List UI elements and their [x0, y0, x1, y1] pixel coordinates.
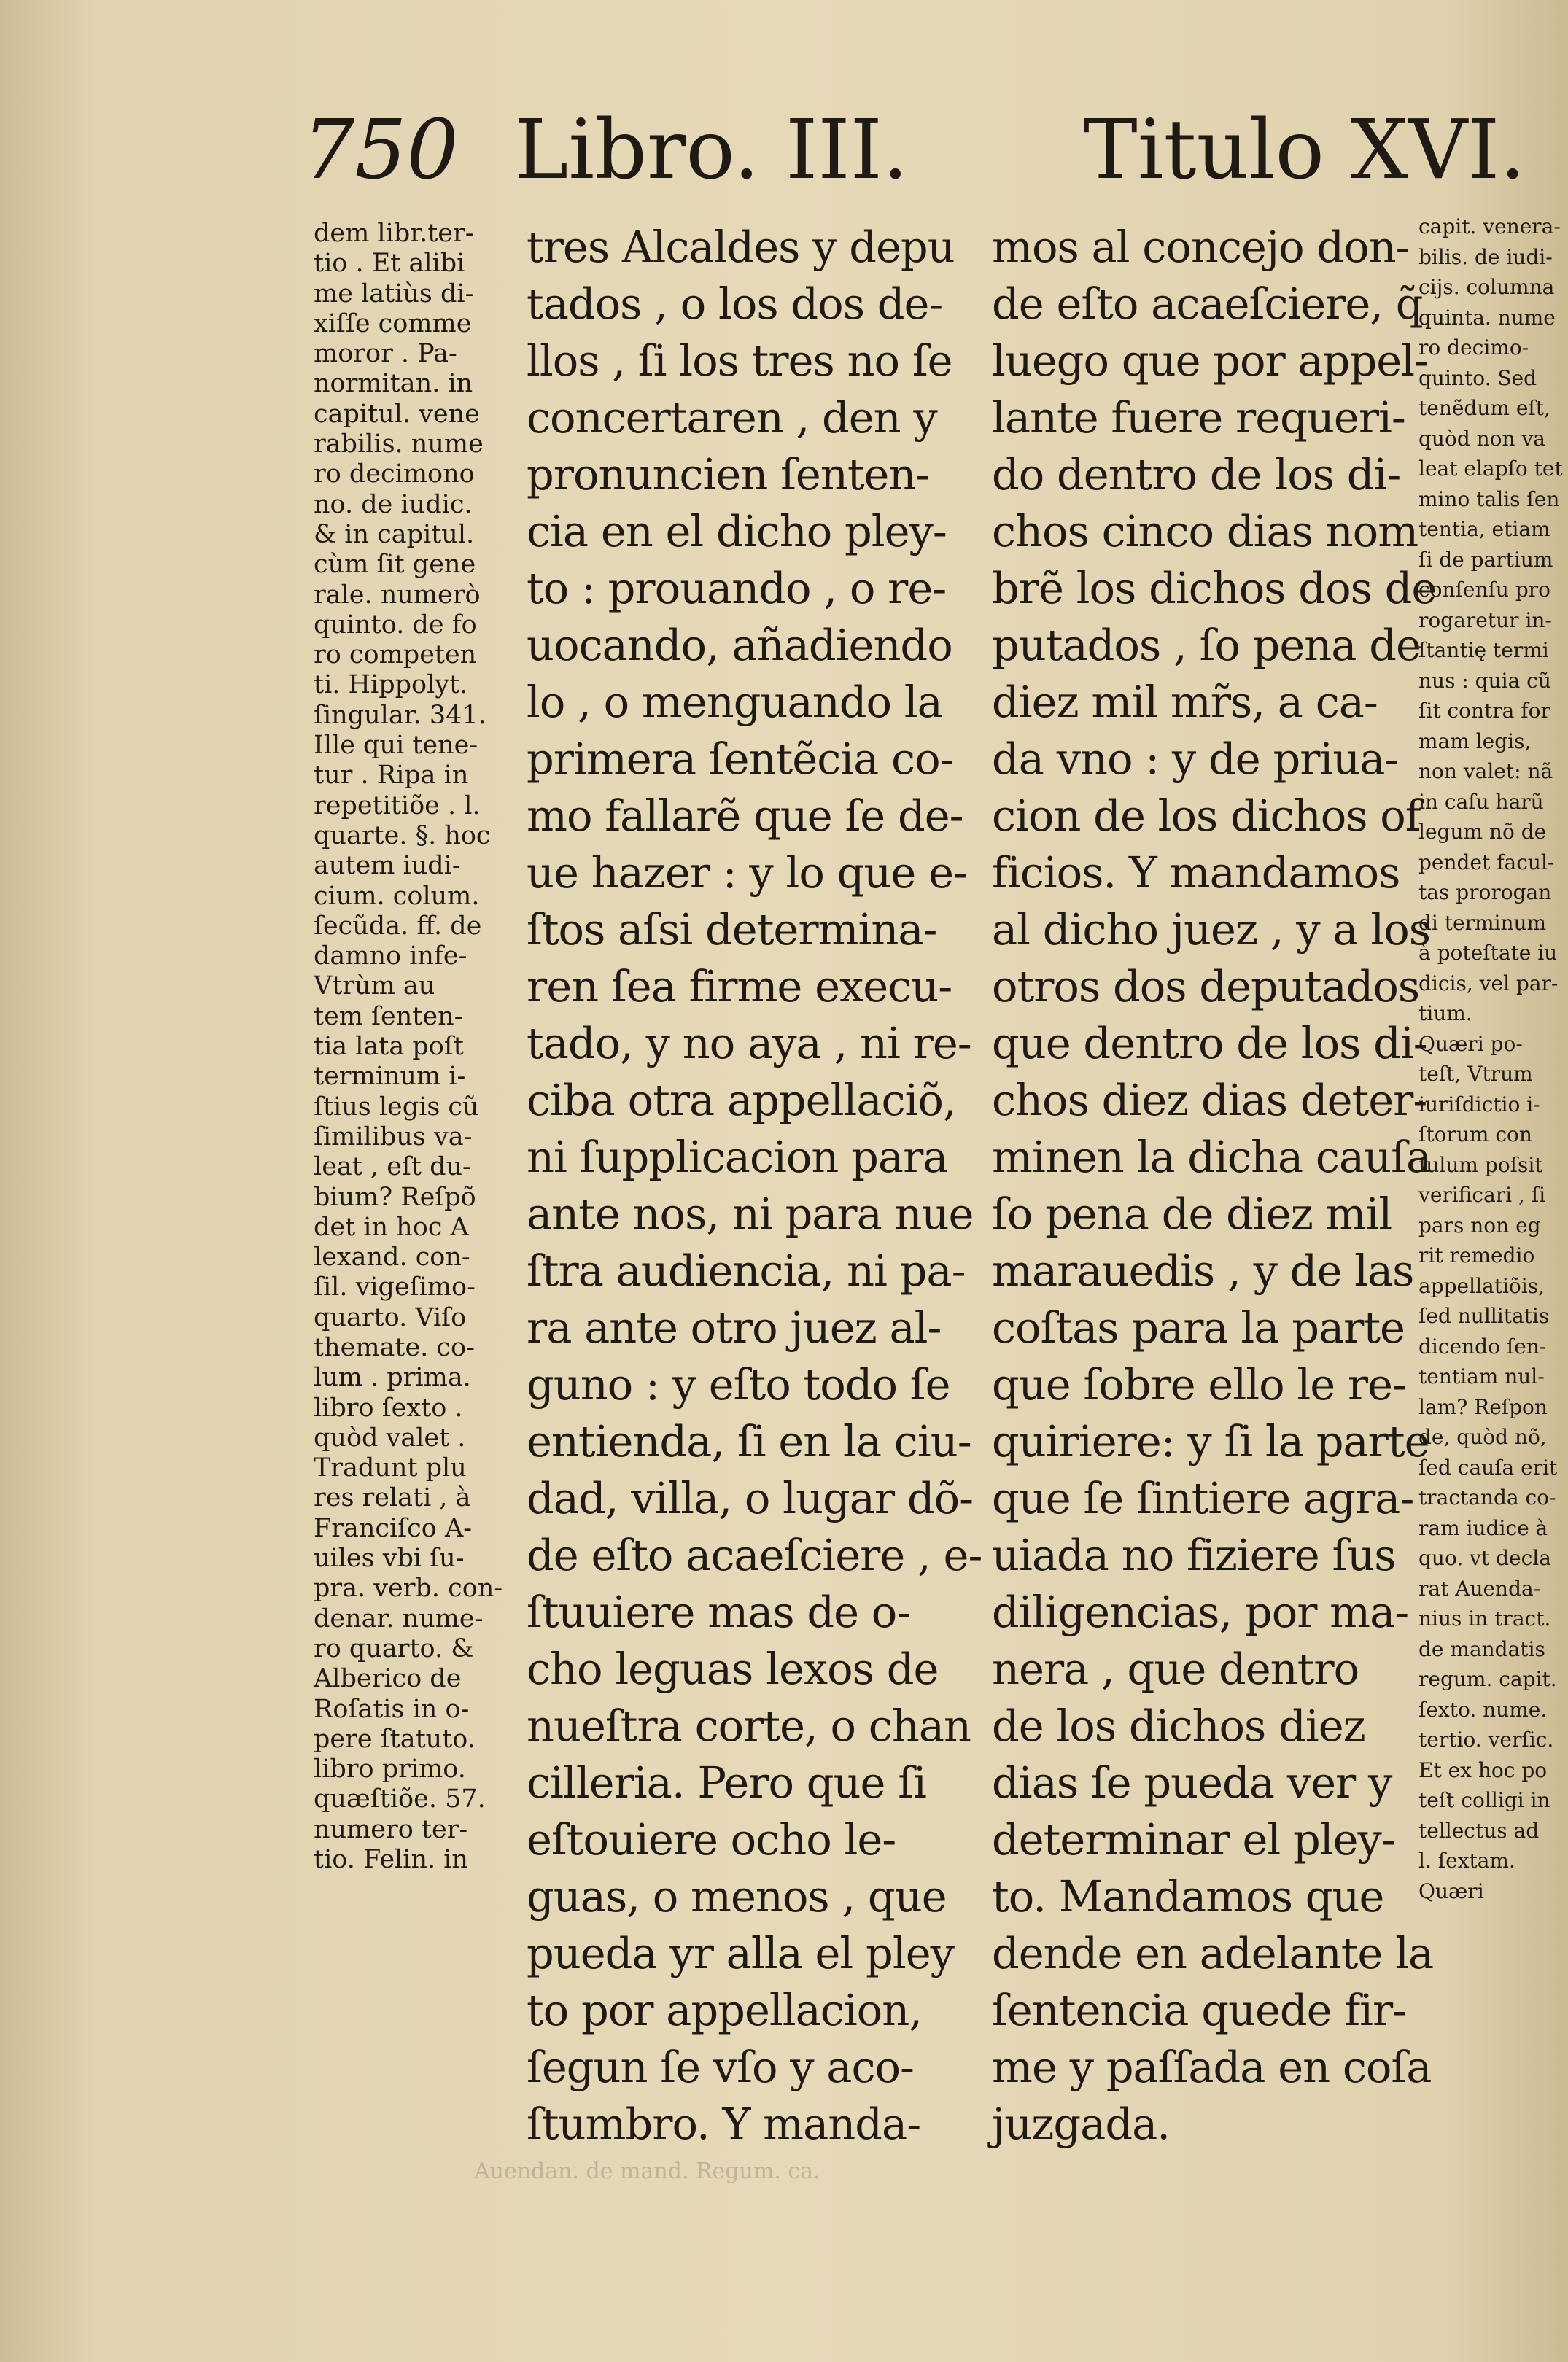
- text-line: marauedis , y de las: [992, 1246, 1414, 1296]
- gloss-line: quinta. nume: [1418, 305, 1556, 330]
- text-line: coſtas para la parte: [992, 1302, 1405, 1353]
- main-text-column-2: [992, 219, 1437, 2153]
- text-line: cho leguas lexos de: [527, 1644, 939, 1694]
- gloss-line: dicis, vel par-: [1418, 971, 1559, 995]
- gloss-line: mino talis ſen: [1418, 486, 1560, 511]
- gloss-line: pars non eg: [1418, 1213, 1541, 1238]
- gloss-line: libro primo.: [314, 1755, 466, 1784]
- gloss-line: themate. co-: [314, 1332, 475, 1362]
- text-line: tados , o los dos de-: [527, 279, 943, 329]
- text-line: ficios. Y mandamos: [992, 847, 1400, 898]
- gloss-line: Alberico de: [314, 1664, 462, 1694]
- text-line: al dicho juez , y a los: [992, 904, 1430, 955]
- gloss-line: tas prorogan: [1418, 880, 1552, 904]
- text-line: cilleria. Pero que ſi: [527, 1757, 926, 1808]
- gloss-line: tio . Et alibi: [314, 249, 465, 279]
- gloss-line: tem ſenten-: [314, 1001, 463, 1031]
- text-line: entienda, ſi en la ciu-: [527, 1416, 971, 1466]
- text-line: ſtos aſsi determina-: [527, 904, 937, 955]
- gloss-line: no. de iudic.: [314, 489, 473, 519]
- text-line: tres Alcaldes y depu: [527, 222, 955, 272]
- text-line: lo , o menguando la: [527, 677, 942, 727]
- gloss-line: bilis. de iudi-: [1418, 244, 1553, 269]
- text-line: do dentro de los di-: [992, 449, 1401, 500]
- text-line: ren ſea firme execu-: [527, 961, 952, 1011]
- gloss-line: non valet: nã: [1418, 759, 1553, 783]
- text-line: otros dos deputados: [992, 961, 1420, 1011]
- gloss-line: Tradunt plu: [314, 1453, 467, 1483]
- right-margin-gloss: [1418, 211, 1563, 1906]
- gloss-line: cijs. columna: [1418, 275, 1555, 299]
- gloss-line: ro decimono: [314, 459, 475, 489]
- text-line: ſtumbro. Y manda-: [527, 2099, 921, 2149]
- text-line: me y paſſada en coſa: [992, 2042, 1432, 2092]
- gloss-line: cium. colum.: [314, 881, 480, 911]
- gloss-line: teſt, Vtrum: [1418, 1062, 1533, 1086]
- text-line: nueſtra corte, o chan: [527, 1701, 971, 1751]
- gloss-line: tractanda co-: [1418, 1485, 1556, 1510]
- gloss-line: ro quarto. &: [314, 1633, 474, 1663]
- gloss-line: ſingular. 341.: [314, 700, 486, 730]
- gloss-line: tellectus ad: [1418, 1818, 1540, 1843]
- text-line: eſtouiere ocho le-: [527, 1814, 896, 1865]
- gloss-line: tur . Ripa in: [314, 761, 469, 790]
- gloss-line: de mandatis: [1418, 1636, 1545, 1661]
- text-line: juzgada.: [992, 2099, 1171, 2149]
- gloss-line: tentiam nul-: [1418, 1364, 1545, 1388]
- gloss-line: ſulum poſsit: [1418, 1152, 1543, 1177]
- gloss-line: tium.: [1418, 1001, 1472, 1025]
- gloss-line: lum . prima.: [314, 1363, 471, 1393]
- gloss-line: ti. Hippolyt.: [314, 670, 468, 700]
- gloss-line: de, quòd nõ,: [1418, 1425, 1547, 1449]
- gloss-line: rale. numerò: [314, 580, 481, 610]
- gloss-line: rit remedio: [1418, 1243, 1535, 1267]
- text-line: guas, o menos , que: [527, 1871, 947, 1922]
- book-heading: Libro. III.: [514, 103, 909, 198]
- gloss-line: det in hoc A: [314, 1212, 469, 1242]
- text-line: dias ſe pueda ver y: [992, 1757, 1392, 1808]
- text-line: ue hazer : y lo que e-: [527, 847, 967, 898]
- gloss-line: denar. nume-: [314, 1604, 484, 1633]
- text-line: guno : y eſto todo ſe: [527, 1359, 950, 1410]
- gloss-line: ſtorum con: [1418, 1122, 1532, 1146]
- gloss-line: Vtrùm au: [314, 971, 435, 1001]
- left-margin-gloss: [314, 219, 532, 1875]
- gloss-line: nius in tract.: [1418, 1607, 1551, 1631]
- gloss-line: rat Auenda-: [1418, 1576, 1541, 1601]
- gloss-line: bium? Reſpõ: [314, 1182, 476, 1212]
- gloss-line: rogaretur in-: [1418, 607, 1552, 632]
- gloss-line: capit. venera-: [1418, 214, 1561, 238]
- text-line: que ſobre ello le re-: [992, 1359, 1406, 1410]
- text-line: dende en adelante la: [992, 1928, 1434, 1978]
- gloss-line: repetitiõe . l.: [314, 790, 481, 820]
- text-line: ni ſupplicacion para: [527, 1132, 948, 1182]
- gloss-line: di terminum: [1418, 910, 1547, 935]
- gloss-line: teſt colligi in: [1418, 1788, 1550, 1812]
- gloss-line: Quæri po-: [1418, 1031, 1523, 1056]
- gloss-line: xiſſe comme: [314, 308, 472, 338]
- gloss-line: Quæri: [1418, 1879, 1484, 1903]
- main-text-column-1: [527, 219, 982, 2153]
- gloss-line: damno infe-: [314, 941, 467, 971]
- gloss-line: quarte. §. hoc: [314, 820, 491, 850]
- text-line: que dentro de los di-: [992, 1018, 1427, 1068]
- gloss-line: regum. capit.: [1418, 1667, 1557, 1691]
- gloss-line: ram iudice à: [1418, 1515, 1548, 1540]
- text-line: da vno : y de priua-: [992, 734, 1399, 784]
- gloss-line: autem iudi-: [314, 851, 461, 881]
- gloss-line: Roſatis in o-: [314, 1694, 470, 1724]
- gloss-line: ſtantię termi: [1418, 638, 1549, 662]
- text-line: ſentencia quede fir-: [992, 1985, 1407, 2035]
- gloss-line: quo. vt decla: [1418, 1546, 1551, 1570]
- text-line: pueda yr alla el pley: [527, 1928, 954, 1978]
- text-line: ante nos, ni para nue: [527, 1189, 974, 1239]
- gloss-line: ſed nullitatis: [1418, 1304, 1550, 1328]
- title-heading: Titulo XVI.: [1083, 103, 1526, 198]
- text-line: brẽ los dichos dos de: [992, 563, 1437, 613]
- gloss-line: lexand. con-: [314, 1243, 470, 1273]
- gloss-line: pendet facul-: [1418, 850, 1555, 874]
- gloss-line: ſed cauſa erit: [1418, 1455, 1558, 1480]
- gloss-line: terminum i-: [314, 1062, 466, 1092]
- gloss-line: verificari , ſi: [1418, 1183, 1546, 1207]
- gloss-line: dem libr.ter-: [314, 219, 474, 248]
- text-line: primera ſentẽcia co-: [527, 734, 954, 784]
- gloss-line: ſil. vigeſimo-: [314, 1273, 476, 1302]
- gloss-line: capitul. vene: [314, 399, 480, 429]
- text-line: uocando, añadiendo: [527, 620, 952, 670]
- text-line: ſo pena de diez mil: [992, 1189, 1392, 1239]
- bleed-through-text: Auendan. de mand. Regum. ca.: [474, 2159, 820, 2184]
- text-line: to por appellacion,: [527, 1985, 922, 2035]
- gloss-line: cùm ſit gene: [314, 550, 476, 580]
- gloss-line: & in capitul.: [314, 519, 475, 549]
- gloss-line: ſimilibus va-: [314, 1122, 473, 1151]
- text-line: mo fallarẽ que ſe de-: [527, 790, 963, 841]
- gloss-line: Ille qui tene-: [314, 731, 478, 761]
- text-line: putados , ſo pena de: [992, 620, 1421, 670]
- text-line: llos , ſi los tres no ſe: [527, 335, 952, 386]
- gloss-line: appellatiõis,: [1418, 1273, 1545, 1298]
- text-line: quiriere: y ſi la parte: [992, 1416, 1429, 1466]
- gloss-line: legum nõ de: [1418, 820, 1547, 844]
- text-line: to. Mandamos que: [992, 1871, 1384, 1922]
- gloss-line: Et ex hoc po: [1418, 1757, 1548, 1782]
- gloss-line: quæſtiõe. 57.: [314, 1784, 486, 1814]
- gloss-line: dicendo ſen-: [1418, 1334, 1547, 1359]
- text-line: tado, y no aya , ni re-: [527, 1018, 971, 1068]
- gloss-line: lam? Reſpon: [1418, 1394, 1548, 1419]
- gloss-line: in caſu harũ: [1418, 789, 1544, 814]
- text-line: de eſto acaeſciere, q̃: [992, 279, 1423, 329]
- text-line: lante fuere requeri-: [992, 392, 1405, 443]
- gloss-line: leat , eſt du-: [314, 1152, 471, 1182]
- text-line: ſtra audiencia, ni pa-: [527, 1246, 966, 1296]
- text-line: chos cinco dias nom: [992, 506, 1418, 556]
- text-line: nera , que dentro: [992, 1644, 1359, 1694]
- gloss-line: tertio. verſic.: [1418, 1728, 1554, 1752]
- gloss-line: ſi de partium: [1418, 547, 1553, 572]
- gloss-line: quòd valet .: [314, 1423, 466, 1453]
- gloss-line: res relati , à: [314, 1483, 471, 1513]
- text-line: chos diez dias deter-: [992, 1075, 1427, 1125]
- gloss-line: normitan. in: [314, 369, 473, 399]
- text-line: determinar el pley-: [992, 1814, 1395, 1865]
- gloss-line: tio. Felin. in: [314, 1845, 468, 1875]
- gloss-line: ſecũda. ff. de: [314, 911, 482, 941]
- gloss-line: moror . Pa-: [314, 339, 457, 369]
- gloss-line: tenẽdum eſt,: [1418, 396, 1550, 420]
- gloss-line: uiles vbi ſu-: [314, 1544, 465, 1574]
- gloss-line: ſtius legis cũ: [314, 1092, 479, 1122]
- gloss-line: ſexto. nume.: [1418, 1697, 1548, 1722]
- gloss-line: iuriſdictio i-: [1418, 1092, 1540, 1116]
- text-line: ciba otra appellaciõ,: [527, 1075, 956, 1125]
- gloss-line: nus : quia cũ: [1418, 668, 1551, 693]
- gloss-line: pere ſtatuto.: [314, 1724, 476, 1754]
- text-line: concertaren , den y: [527, 392, 937, 443]
- gloss-line: numero ter-: [314, 1814, 468, 1844]
- text-line: cion de los dichos of: [992, 790, 1421, 841]
- text-line: dad, villa, o lugar dõ-: [527, 1473, 974, 1523]
- text-line: diligencias, por ma-: [992, 1587, 1409, 1637]
- gloss-line: quòd non va: [1418, 426, 1545, 451]
- text-line: minen la dicha cauſa: [992, 1132, 1432, 1182]
- text-line: ſegun ſe vſo y aco-: [527, 2042, 914, 2092]
- gloss-line: rabilis. nume: [314, 430, 484, 459]
- gloss-line: conſenſu pro: [1418, 578, 1551, 602]
- gloss-line: l. ſextam.: [1418, 1849, 1515, 1873]
- text-line: mos al concejo don-: [992, 222, 1410, 272]
- text-line: pronuncien ſenten-: [527, 449, 930, 500]
- gloss-line: quarto. Viſo: [314, 1302, 467, 1332]
- gloss-line: à poteſtate iu: [1418, 941, 1558, 965]
- text-line: to : prouando , o re-: [527, 563, 947, 613]
- gloss-line: quinto. de fo: [314, 610, 477, 640]
- gloss-line: quinto. Sed: [1418, 365, 1537, 390]
- text-line: de eſto acaeſciere , e-: [527, 1530, 982, 1580]
- gloss-line: Franciſco A-: [314, 1513, 473, 1543]
- gloss-line: leat elapſo tet: [1418, 457, 1563, 481]
- text-line: de los dichos diez: [992, 1701, 1365, 1751]
- text-line: luego que por appel-: [992, 335, 1428, 386]
- text-line: que ſe ſintiere agra-: [992, 1473, 1414, 1523]
- text-line: uiada no fiziere ſus: [992, 1530, 1396, 1580]
- gloss-line: tia lata poſt: [314, 1032, 464, 1062]
- gloss-line: ſit contra for: [1418, 699, 1550, 723]
- text-line: ſtuuiere mas de o-: [527, 1587, 911, 1637]
- gloss-line: ro decimo-: [1418, 335, 1529, 360]
- gloss-line: me latiùs di-: [314, 279, 474, 308]
- gloss-line: pra. verb. con-: [314, 1574, 503, 1604]
- gloss-line: mam legis,: [1418, 729, 1532, 753]
- gloss-line: ro competen: [314, 640, 477, 670]
- gloss-line: libro ſexto .: [314, 1393, 463, 1423]
- page-number: 750: [303, 103, 459, 198]
- text-line: ra ante otro juez al-: [527, 1302, 942, 1353]
- gloss-line: tentia, etiam: [1418, 517, 1550, 541]
- text-line: diez mil mr̃s, a ca-: [992, 677, 1378, 727]
- text-line: cia en el dicho pley-: [527, 506, 947, 556]
